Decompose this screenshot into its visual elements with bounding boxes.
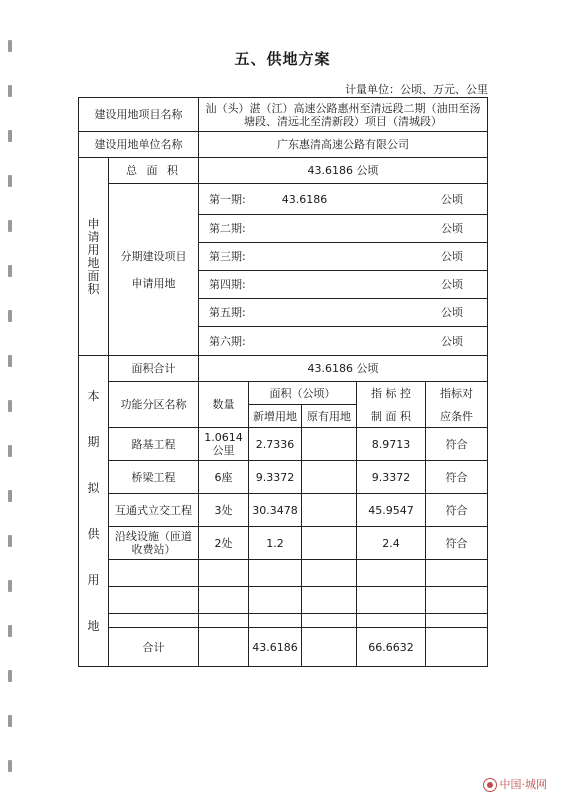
section-char: 面 xyxy=(87,268,100,283)
row-name: 路基工程 xyxy=(109,428,199,461)
sum-new-land: 43.6186 xyxy=(249,628,302,667)
row-new-land xyxy=(249,560,302,587)
binding-hole xyxy=(8,445,12,457)
row-quantity: 1.0614公里 xyxy=(199,428,249,461)
sum-existing-land xyxy=(302,628,357,667)
row-quantity: 2处 xyxy=(199,527,249,560)
row-indicator: 45.9547 xyxy=(357,494,426,527)
row-name: 桥梁工程 xyxy=(109,461,199,494)
binding-hole xyxy=(8,265,12,277)
binding-strip xyxy=(2,0,18,800)
project-unit-label: 建设用地单位名称 xyxy=(79,132,199,158)
row-new-land: 30.3478 xyxy=(249,494,302,527)
application-total-label: 总 面 积 xyxy=(109,158,199,184)
phase-name xyxy=(199,215,357,243)
sum-quantity xyxy=(199,628,249,667)
sum-label: 合计 xyxy=(109,628,199,667)
phase-unit: 公顷 xyxy=(357,299,488,327)
phase-row xyxy=(79,184,488,215)
phase-name xyxy=(199,271,357,299)
header-function: 功能分区名称 xyxy=(109,382,199,428)
row-condition xyxy=(426,560,488,587)
row-indicator: 2.4 xyxy=(357,527,426,560)
row-condition: 符合 xyxy=(426,428,488,461)
phase-name-text: 第三期: xyxy=(209,250,246,263)
section-char: 用 xyxy=(87,573,100,587)
sum-condition xyxy=(426,628,488,667)
section-char: 期 xyxy=(87,435,100,449)
site-watermark xyxy=(483,776,548,792)
phase-name-text: 第一期: xyxy=(209,192,246,206)
row-name: 互通式立交工程 xyxy=(109,494,199,527)
row-quantity: 3处 xyxy=(199,494,249,527)
section-char: 本 xyxy=(87,389,100,403)
row-quantity xyxy=(199,587,249,614)
header-area: 面积（公顷） xyxy=(249,382,357,405)
binding-hole xyxy=(8,535,12,547)
header-condition xyxy=(426,382,488,428)
phase-name xyxy=(199,243,357,271)
phase-value: 43.6186 xyxy=(281,192,328,206)
section-char: 拟 xyxy=(87,481,100,495)
section-char: 地 xyxy=(87,619,100,633)
binding-hole xyxy=(8,130,12,142)
phase-name-text: 第五期: xyxy=(209,306,246,319)
section-char: 积 xyxy=(87,281,100,296)
project-name-row xyxy=(79,98,488,132)
row-indicator: 9.3372 xyxy=(357,461,426,494)
binding-hole xyxy=(8,85,12,97)
header-existing-land: 原有用地 xyxy=(302,405,357,428)
supply-total-label: 面积合计 xyxy=(109,356,199,382)
project-name-value: 汕（头）湛（江）高速公路惠州至清远段二期（油田至汤塘段、清远北至清新段）项目（清城段） xyxy=(199,98,488,132)
phase-label-line: 分期建设项目 xyxy=(120,249,187,263)
binding-hole xyxy=(8,175,12,187)
row-new-land xyxy=(249,587,302,614)
supply-sum-row xyxy=(79,628,488,667)
phase-unit: 公顷 xyxy=(357,327,488,356)
binding-hole xyxy=(8,670,12,682)
row-quantity: 6座 xyxy=(199,461,249,494)
supply-row xyxy=(79,494,488,527)
supply-row xyxy=(79,461,488,494)
supply-section-label xyxy=(79,356,109,667)
row-existing-land xyxy=(302,587,357,614)
binding-hole xyxy=(8,715,12,727)
phase-name xyxy=(199,327,357,356)
section-char: 供 xyxy=(87,527,100,541)
row-name: 沿线设施（匝道收费站） xyxy=(109,527,199,560)
row-indicator xyxy=(357,560,426,587)
phase-name-text: 第二期: xyxy=(209,222,246,235)
row-new-land: 2.7336 xyxy=(249,428,302,461)
supply-header-row xyxy=(79,382,488,405)
row-existing-land xyxy=(302,527,357,560)
row-new-land: 9.3372 xyxy=(249,461,302,494)
phase-label-line: 申请用地 xyxy=(131,276,176,290)
row-name xyxy=(109,587,199,614)
row-new-land: 1.2 xyxy=(249,527,302,560)
row-existing-land xyxy=(302,560,357,587)
binding-hole xyxy=(8,400,12,412)
section-char: 请 xyxy=(87,229,100,244)
land-supply-table xyxy=(78,97,488,667)
project-name-label: 建设用地项目名称 xyxy=(79,98,199,132)
binding-hole xyxy=(8,625,12,637)
supply-total-value: 43.6186 公顷 xyxy=(199,356,488,382)
supply-row xyxy=(79,587,488,614)
row-indicator: 8.9713 xyxy=(357,428,426,461)
project-unit-value: 广东惠清高速公路有限公司 xyxy=(199,132,488,158)
watermark-logo-icon xyxy=(483,778,497,792)
header-indicator xyxy=(357,382,426,428)
phase-name-text: 第六期: xyxy=(209,334,246,348)
phase-label xyxy=(109,184,199,356)
phase-name-text: 第四期: xyxy=(209,278,246,291)
supply-spacer-row xyxy=(79,614,488,628)
row-condition: 符合 xyxy=(426,494,488,527)
units-note: 计量单位：公顷、万元、公里 xyxy=(345,83,488,96)
header-quantity: 数量 xyxy=(199,382,249,428)
phase-unit: 公顷 xyxy=(357,243,488,271)
header-condition-line: 指标对 xyxy=(440,386,474,400)
page-title: 五、供地方案 xyxy=(234,50,331,68)
row-condition xyxy=(426,587,488,614)
section-char: 地 xyxy=(87,255,100,270)
phase-unit: 公顷 xyxy=(357,215,488,243)
row-existing-land xyxy=(302,461,357,494)
sum-indicator: 66.6632 xyxy=(357,628,426,667)
row-condition: 符合 xyxy=(426,461,488,494)
binding-hole xyxy=(8,490,12,502)
row-quantity xyxy=(199,560,249,587)
row-condition: 符合 xyxy=(426,527,488,560)
phase-unit: 公顷 xyxy=(357,184,488,215)
row-existing-land xyxy=(302,494,357,527)
phase-unit: 公顷 xyxy=(357,271,488,299)
supply-row xyxy=(79,428,488,461)
supply-row xyxy=(79,560,488,587)
header-indicator-line: 制 面 积 xyxy=(371,409,411,423)
header-indicator-line: 指 标 控 xyxy=(371,386,411,400)
header-new-land: 新增用地 xyxy=(249,405,302,428)
watermark-text: 中国·城网 xyxy=(499,778,547,791)
binding-hole xyxy=(8,760,12,772)
binding-hole xyxy=(8,220,12,232)
binding-hole xyxy=(8,580,12,592)
application-section-label xyxy=(79,158,109,356)
binding-hole xyxy=(8,355,12,367)
application-total-row xyxy=(79,158,488,184)
supply-row xyxy=(79,527,488,560)
application-total-value: 43.6186 公顷 xyxy=(199,158,488,184)
binding-hole xyxy=(8,310,12,322)
phase-name xyxy=(199,184,357,215)
phase-name xyxy=(199,299,357,327)
section-char: 用 xyxy=(87,242,100,257)
supply-total-row xyxy=(79,356,488,382)
header-condition-line: 应条件 xyxy=(440,409,474,423)
project-unit-row xyxy=(79,132,488,158)
row-name xyxy=(109,560,199,587)
section-char: 申 xyxy=(87,216,100,231)
row-existing-land xyxy=(302,428,357,461)
row-indicator xyxy=(357,587,426,614)
